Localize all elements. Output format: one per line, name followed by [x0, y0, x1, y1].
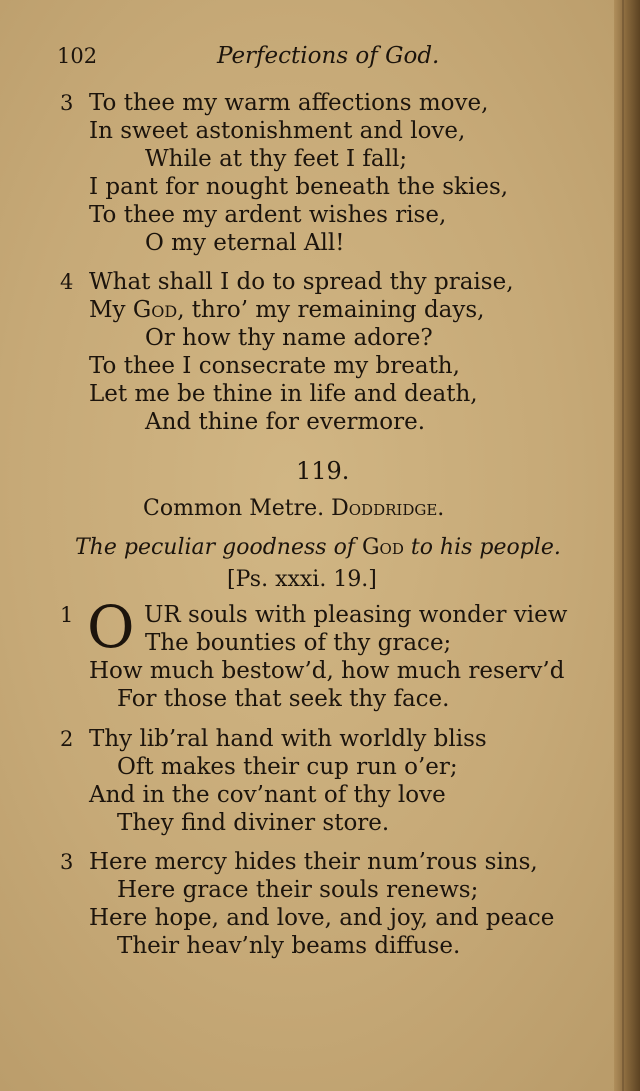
scripture-reference: [Ps. xxxi. 19.] — [227, 567, 377, 592]
verse-line: While at thy feet I fall; — [145, 146, 408, 172]
verse-line: UR souls with pleasing wonder view — [144, 602, 568, 628]
verse-text: , thro’ my remaining days, — [177, 297, 485, 323]
verse-line: Here hope, and love, and joy, and peace — [89, 905, 555, 931]
verse-line: Their heav’nly beams diffuse. — [117, 933, 461, 959]
verse-line: Here mercy hides their num’rous sins, — [89, 849, 538, 875]
verse-number: 3 — [60, 91, 74, 115]
verse-line: And in the cov’nant of thy love — [89, 782, 446, 808]
verse-line: How much bestow’d, how much reserv’d — [89, 658, 565, 684]
verse-line: In sweet astonishment and love, — [89, 118, 466, 144]
drop-cap: O — [87, 593, 135, 661]
verse-number: 4 — [60, 270, 74, 294]
hymn-subject — [75, 535, 561, 560]
verse-line: O my eternal All! — [145, 230, 345, 256]
verse-line: And thine for evermore. — [145, 409, 426, 435]
verse-line: Oft makes their cup run o’er; — [117, 754, 458, 780]
divine-name: God — [132, 297, 178, 323]
verse-line: They find diviner store. — [117, 810, 390, 836]
divine-name: God — [361, 535, 404, 560]
verse-line: Or how thy name adore? — [145, 325, 433, 351]
verse-number: 1 — [60, 603, 74, 627]
hymn-number: 119. — [296, 457, 350, 485]
verse-line — [89, 296, 485, 324]
verse-line: For those that seek thy face. — [117, 686, 450, 712]
running-header — [57, 40, 447, 76]
page-edge — [614, 0, 640, 1091]
verse-line: Let me be thine in life and death, — [89, 381, 478, 407]
verse-number: 3 — [60, 850, 74, 874]
verse-line: What shall I do to spread thy praise, — [89, 269, 514, 295]
verse-line: To thee my ardent wishes rise, — [89, 202, 447, 228]
verse-line: Thy lib’ral hand with worldly bliss — [89, 726, 487, 752]
verse-line: Here grace their souls renews; — [117, 877, 479, 903]
verse-line: I pant for nought beneath the skies, — [89, 174, 509, 200]
verse-text: My — [89, 297, 133, 323]
subject-text: The peculiar goodness of — [75, 535, 362, 560]
page-number: 102 — [57, 44, 98, 68]
verse-line: The bounties of thy grace; — [145, 630, 452, 656]
subject-text: to his people. — [403, 535, 561, 560]
verse-line: To thee I consecrate my breath, — [89, 353, 460, 379]
verse-line: To thee my warm affections move, — [89, 90, 489, 116]
running-title: Perfections of God. — [217, 43, 440, 69]
verse-number: 2 — [60, 727, 74, 751]
hymn-metre: Common Metre. — [143, 496, 332, 521]
hymn-metre-author — [143, 496, 444, 521]
hymn-author: Doddridge. — [331, 496, 445, 521]
